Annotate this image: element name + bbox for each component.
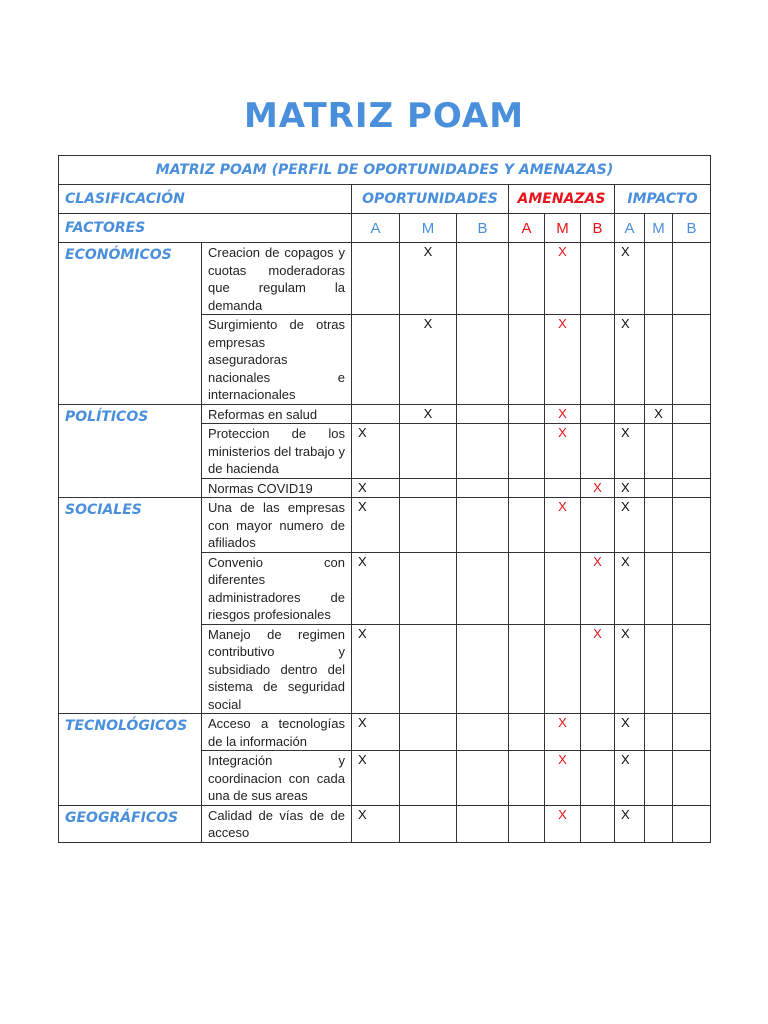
impacto-a-mark: X <box>615 243 645 315</box>
am-level-a: A <box>509 214 545 243</box>
oportunidad-a-mark: X <box>352 751 400 806</box>
amenaza-m-mark: X <box>545 714 581 751</box>
oportunidad-b-cell <box>457 243 509 315</box>
factor-description: Acceso a tecnologías de la información <box>202 714 352 751</box>
oportunidad-m-cell <box>400 751 457 806</box>
am-level-b: B <box>581 214 615 243</box>
impacto-m-cell <box>645 478 673 498</box>
impacto-m-cell <box>645 424 673 479</box>
amenaza-a-cell <box>509 552 545 624</box>
oportunidad-a-cell <box>352 315 400 405</box>
oportunidad-b-cell <box>457 315 509 405</box>
clasificacion-header: CLASIFICACIÓN <box>59 185 352 214</box>
oportunidad-b-cell <box>457 478 509 498</box>
oportunidad-b-cell <box>457 714 509 751</box>
factor-row <box>59 498 711 553</box>
factor-row <box>59 805 711 842</box>
impacto-b-cell <box>673 243 711 315</box>
oportunidad-m-cell <box>400 498 457 553</box>
amenaza-b-cell <box>581 805 615 842</box>
oportunidad-a-mark: X <box>352 498 400 553</box>
oportunidad-a-mark: X <box>352 714 400 751</box>
oportunidad-a-cell <box>352 243 400 315</box>
am-level-m: M <box>545 214 581 243</box>
amenaza-a-cell <box>509 805 545 842</box>
amenaza-b-cell <box>581 498 615 553</box>
factores-header: FACTORES <box>59 214 352 243</box>
category-geograficos: GEOGRÁFICOS <box>59 805 202 842</box>
amenaza-m-cell <box>545 624 581 714</box>
category-tecnologicos: TECNOLÓGICOS <box>59 714 202 806</box>
oportunidad-b-cell <box>457 552 509 624</box>
oportunidad-b-cell <box>457 624 509 714</box>
oportunidad-m-cell <box>400 478 457 498</box>
oportunidad-b-cell <box>457 404 509 424</box>
oportunidad-m-mark: X <box>400 243 457 315</box>
impacto-b-cell <box>673 478 711 498</box>
poam-matrix-table <box>58 155 711 843</box>
impacto-b-cell <box>673 315 711 405</box>
impacto-m-cell <box>645 714 673 751</box>
impacto-b-cell <box>673 404 711 424</box>
amenaza-a-cell <box>509 424 545 479</box>
oportunidad-m-cell <box>400 424 457 479</box>
factor-description: Reformas en salud <box>202 404 352 424</box>
impacto-a-mark: X <box>615 714 645 751</box>
amenaza-a-cell <box>509 243 545 315</box>
factor-description: Calidad de vías de de acceso <box>202 805 352 842</box>
oportunidad-m-cell <box>400 624 457 714</box>
impacto-header: IMPACTO <box>615 185 711 214</box>
amenaza-a-cell <box>509 751 545 806</box>
impacto-a-mark: X <box>615 424 645 479</box>
impacto-b-cell <box>673 805 711 842</box>
amenaza-m-mark: X <box>545 424 581 479</box>
oportunidades-header: OPORTUNIDADES <box>352 185 509 214</box>
impacto-a-mark: X <box>615 751 645 806</box>
oportunidad-b-cell <box>457 424 509 479</box>
amenaza-b-cell <box>581 243 615 315</box>
factor-description: Manejo de regimen contributivo y subsidiado dentro del sistema de seguridad social <box>202 624 352 714</box>
impacto-m-cell <box>645 751 673 806</box>
amenaza-b-mark: X <box>581 478 615 498</box>
oportunidad-m-cell <box>400 805 457 842</box>
impacto-a-mark: X <box>615 315 645 405</box>
oportunidad-m-cell <box>400 714 457 751</box>
amenaza-m-mark: X <box>545 805 581 842</box>
amenaza-b-mark: X <box>581 624 615 714</box>
amenaza-b-cell <box>581 404 615 424</box>
impacto-m-mark: X <box>645 404 673 424</box>
impacto-m-cell <box>645 624 673 714</box>
amenaza-m-cell <box>545 552 581 624</box>
amenaza-a-cell <box>509 624 545 714</box>
oportunidad-b-cell <box>457 805 509 842</box>
page-title: MATRIZ POAM <box>243 96 525 136</box>
op-level-a: A <box>352 214 400 243</box>
impacto-b-cell <box>673 498 711 553</box>
oportunidad-a-mark: X <box>352 805 400 842</box>
amenaza-m-mark: X <box>545 404 581 424</box>
amenaza-m-mark: X <box>545 751 581 806</box>
oportunidad-m-mark: X <box>400 315 457 405</box>
impacto-m-cell <box>645 498 673 553</box>
matrix-caption: MATRIZ POAM (PERFIL DE OPORTUNIDADES Y AMENAZAS) <box>59 156 711 185</box>
category-politicos: POLÍTICOS <box>59 404 202 498</box>
impacto-b-cell <box>673 714 711 751</box>
im-level-m: M <box>645 214 673 243</box>
impacto-b-cell <box>673 624 711 714</box>
amenaza-m-mark: X <box>545 498 581 553</box>
amenaza-m-mark: X <box>545 315 581 405</box>
impacto-b-cell <box>673 552 711 624</box>
impacto-a-cell <box>615 404 645 424</box>
impacto-m-cell <box>645 315 673 405</box>
op-level-m: M <box>400 214 457 243</box>
amenaza-m-mark: X <box>545 243 581 315</box>
amenaza-b-cell <box>581 714 615 751</box>
factor-description: Creacion de copagos y cuotas moderadoras que regulam la demanda <box>202 243 352 315</box>
factor-description: Proteccion de los ministerios del trabajo y de hacienda <box>202 424 352 479</box>
impacto-m-cell <box>645 805 673 842</box>
amenazas-header: AMENAZAS <box>509 185 615 214</box>
oportunidad-a-mark: X <box>352 478 400 498</box>
amenaza-b-cell <box>581 751 615 806</box>
impacto-a-mark: X <box>615 624 645 714</box>
impacto-m-cell <box>645 552 673 624</box>
amenaza-b-cell <box>581 315 615 405</box>
amenaza-b-mark: X <box>581 552 615 624</box>
oportunidad-m-cell <box>400 552 457 624</box>
impacto-a-mark: X <box>615 478 645 498</box>
amenaza-b-cell <box>581 424 615 479</box>
amenaza-a-cell <box>509 714 545 751</box>
amenaza-a-cell <box>509 404 545 424</box>
oportunidad-a-mark: X <box>352 552 400 624</box>
impacto-a-mark: X <box>615 498 645 553</box>
impacto-b-cell <box>673 751 711 806</box>
oportunidad-a-mark: X <box>352 424 400 479</box>
factor-description: Surgimiento de otras empresas aseguradoras nacionales e internacionales <box>202 315 352 405</box>
factor-row <box>59 714 711 751</box>
im-level-a: A <box>615 214 645 243</box>
factor-row <box>59 404 711 424</box>
impacto-a-mark: X <box>615 552 645 624</box>
impacto-a-mark: X <box>615 805 645 842</box>
factor-description: Integración y coordinacion con cada una de sus areas <box>202 751 352 806</box>
factor-description: Normas COVID19 <box>202 478 352 498</box>
impacto-m-cell <box>645 243 673 315</box>
oportunidad-b-cell <box>457 498 509 553</box>
amenaza-a-cell <box>509 315 545 405</box>
category-sociales: SOCIALES <box>59 498 202 714</box>
oportunidad-a-mark: X <box>352 624 400 714</box>
amenaza-a-cell <box>509 498 545 553</box>
factor-description: Una de las empresas con mayor numero de afiliados <box>202 498 352 553</box>
category-economicos: ECONÓMICOS <box>59 243 202 405</box>
amenaza-m-cell <box>545 478 581 498</box>
oportunidad-b-cell <box>457 751 509 806</box>
impacto-b-cell <box>673 424 711 479</box>
amenaza-a-cell <box>509 478 545 498</box>
factor-row <box>59 243 711 315</box>
im-level-b: B <box>673 214 711 243</box>
oportunidad-m-mark: X <box>400 404 457 424</box>
op-level-b: B <box>457 214 509 243</box>
factor-description: Convenio con diferentes administradores de riesgos profesionales <box>202 552 352 624</box>
oportunidad-a-cell <box>352 404 400 424</box>
